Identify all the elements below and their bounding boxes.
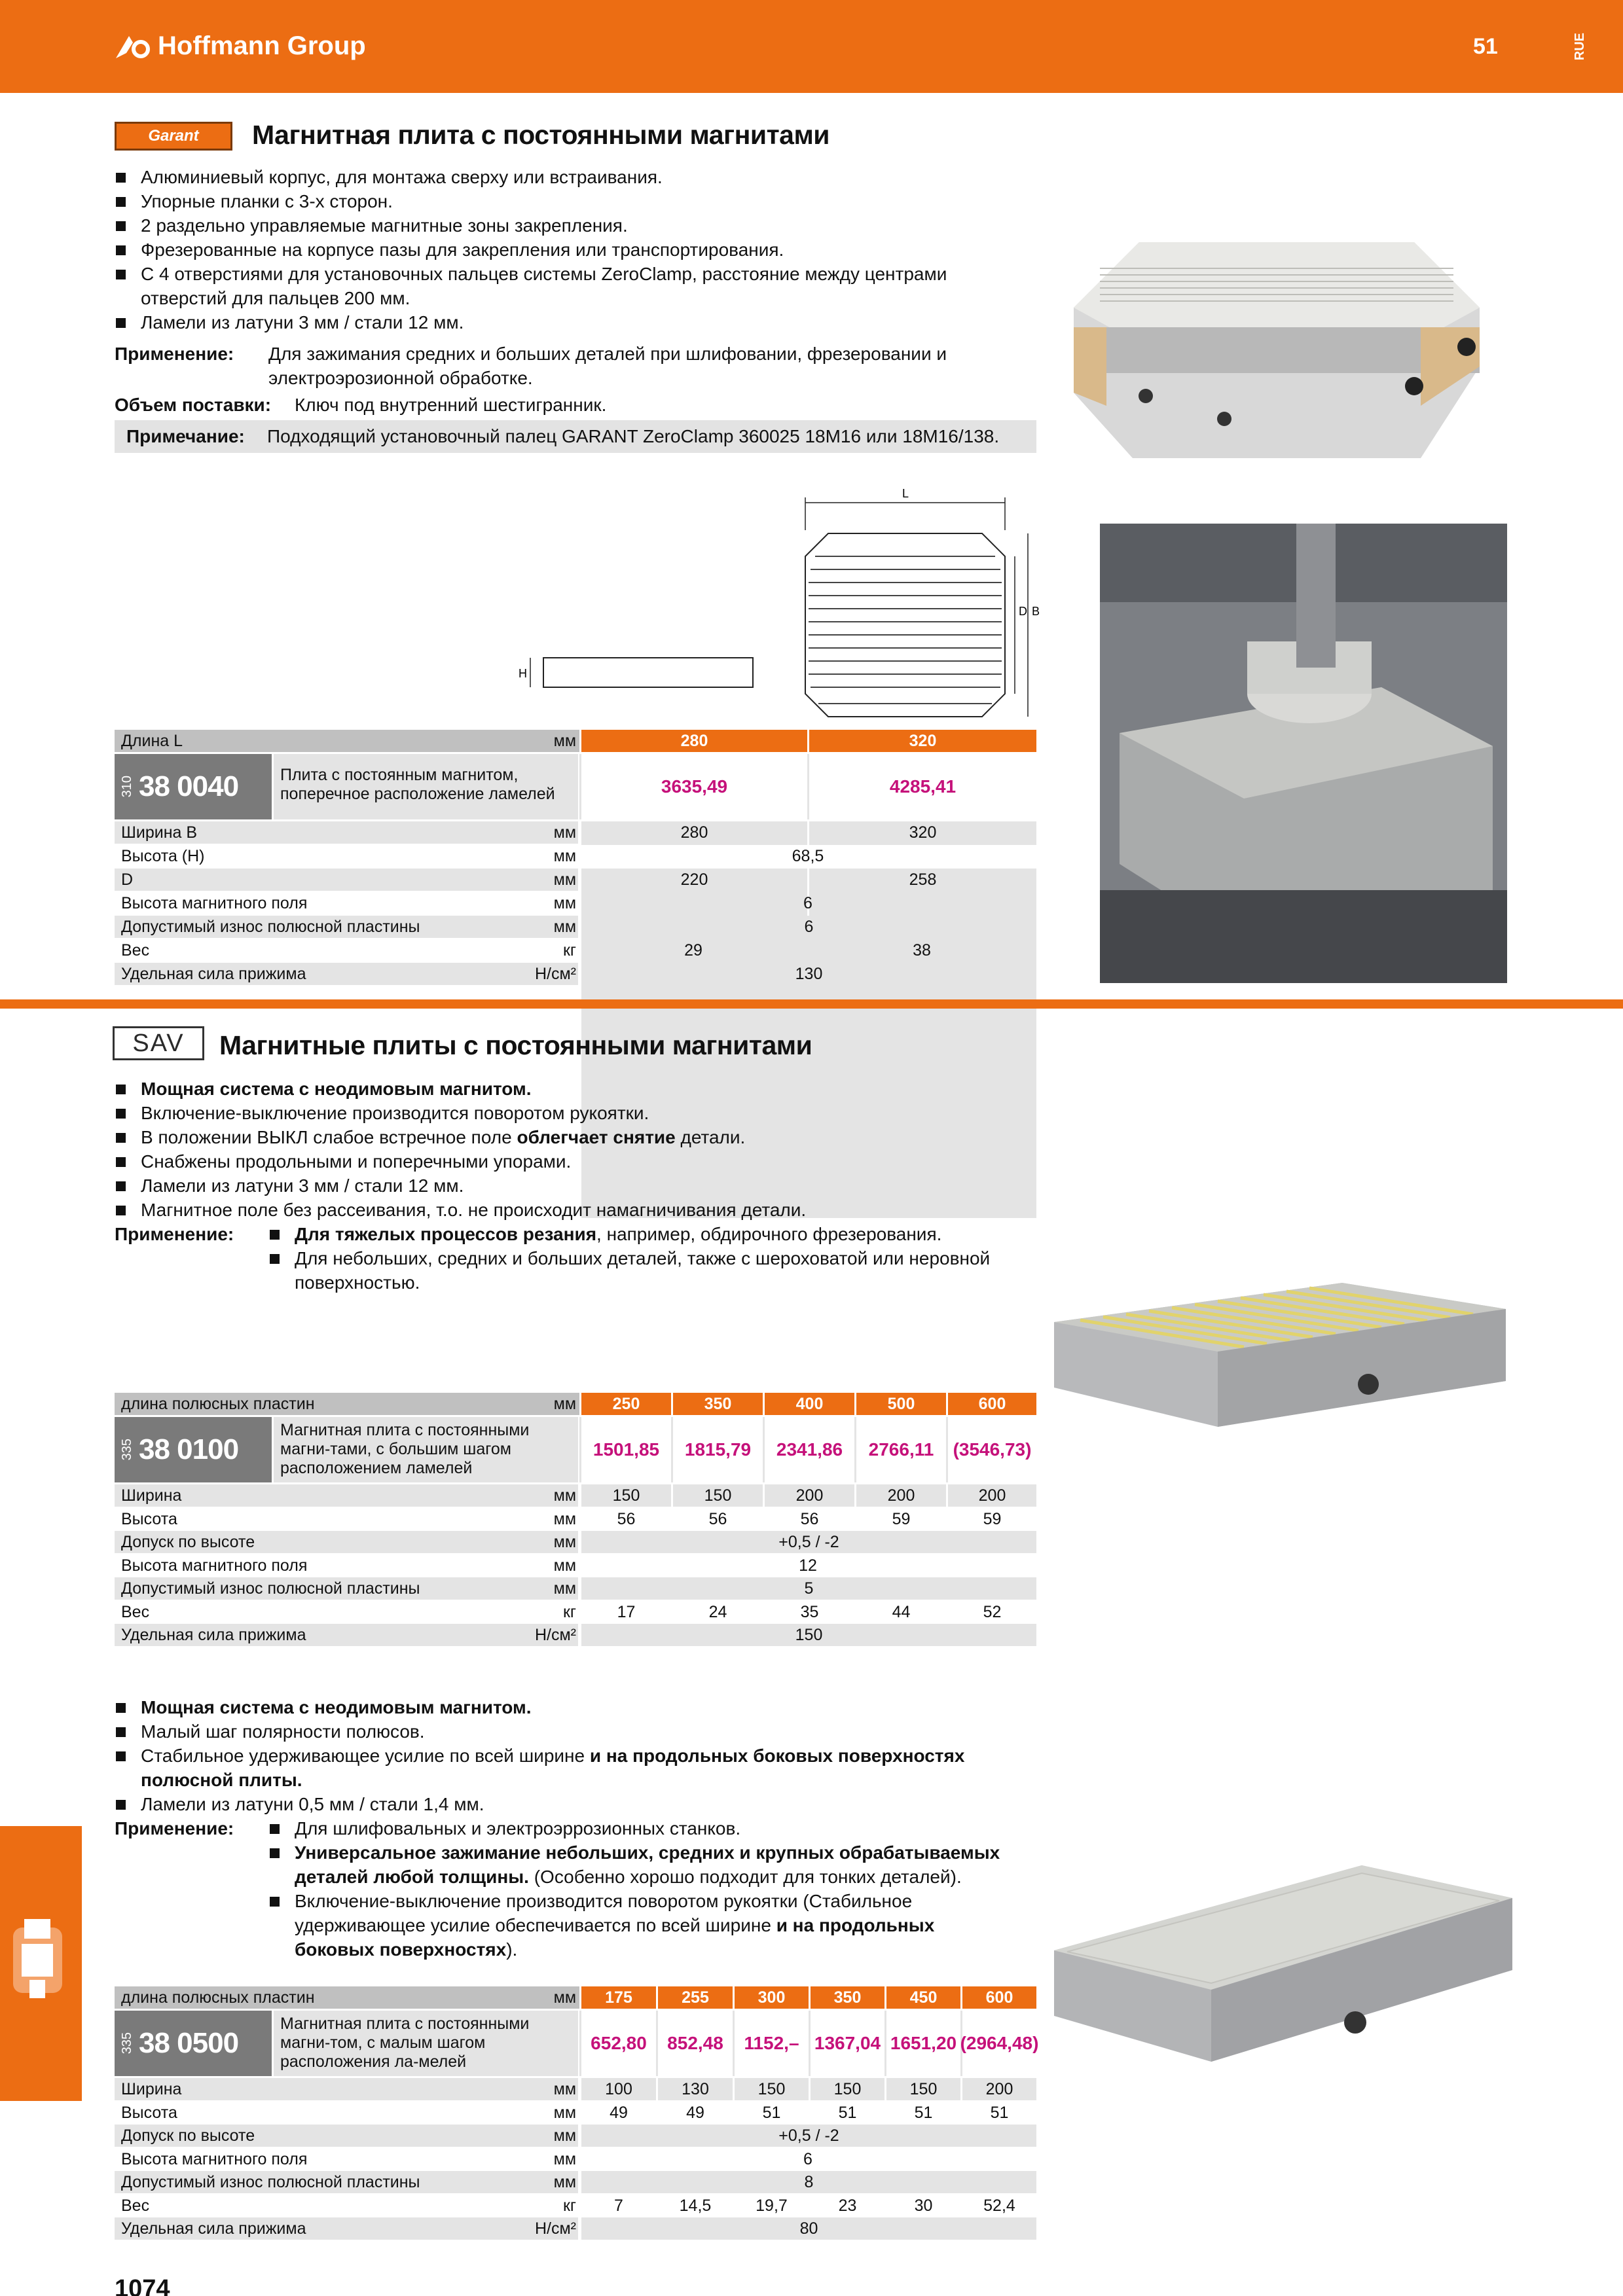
row-value: 19,7 xyxy=(733,2195,809,2217)
article-description: Плита с постоянным магнитом, поперечное расположение ламелей xyxy=(274,754,578,819)
row-label: Удельная сила прижима xyxy=(121,965,306,983)
article-box xyxy=(115,2011,272,2076)
row-label: Ширина xyxy=(121,2080,182,2098)
table-row xyxy=(115,1577,578,1600)
sav-plate-coarse-photo xyxy=(1054,1257,1506,1473)
row-value: 280 xyxy=(579,821,807,1077)
row-unit: мм xyxy=(553,918,576,936)
feature-bold: облегчает снятие xyxy=(517,1127,676,1147)
row-value-merged: 130 xyxy=(579,963,1036,1218)
column-header: 175 xyxy=(579,1986,656,2009)
row-value: 150 xyxy=(809,2078,884,2100)
price-cell: 2766,11 xyxy=(854,1417,946,1482)
row-label: Допустимый износ полюсной пластины xyxy=(121,2173,420,2191)
table-row xyxy=(115,2148,578,2170)
row-unit: мм xyxy=(553,1509,576,1528)
row-unit: мм xyxy=(553,2080,576,2098)
header-label: длина полюсных пластин xyxy=(121,1988,315,2007)
section2-features-b xyxy=(115,1695,1064,1816)
application-bold: Универсальное зажимание небольших, средних и крупных обрабатываемых xyxy=(295,1842,1000,1863)
row-value: 35 xyxy=(763,1601,854,1623)
table-row xyxy=(115,2217,578,2240)
hoffmann-logo-icon xyxy=(115,33,151,60)
table-header-row xyxy=(115,730,1036,752)
article-description: Магнитная плита с постоянными магни-том, с малым шагом расположения ла-мелей xyxy=(274,2011,578,2076)
price-cell: (2964,48) xyxy=(960,2011,1036,2076)
article-number: 38 0500 xyxy=(139,2027,239,2059)
row-value: 14,5 xyxy=(656,2195,733,2217)
application-row-b xyxy=(115,1816,1172,1962)
feature-item-cont xyxy=(115,1768,1064,1792)
row-label: Ширина B xyxy=(121,823,198,842)
row-value: 220 xyxy=(579,869,807,1124)
column-header: 400 xyxy=(763,1393,854,1415)
table-row xyxy=(115,1531,578,1553)
feature-item: Магнитное поле без рассеивания, т.о. не происходит намагничивания детали. xyxy=(115,1198,1064,1222)
section1-title: Магнитная плита с постоянными магнитами xyxy=(252,120,830,150)
row-label: Допуск по высоте xyxy=(121,1533,255,1551)
row-value-merged: 68,5 xyxy=(579,845,1036,1100)
section2-title: Магнитные плиты с постоянными магнитами xyxy=(219,1030,812,1060)
application-row xyxy=(115,342,947,390)
section-separator xyxy=(0,999,1623,1009)
row-value-merged: +0,5 / -2 xyxy=(579,2125,1036,2147)
sav-table-coarse xyxy=(115,1393,1036,1668)
feature-text: Стабильное удерживающее усилие по всей ширине xyxy=(141,1746,590,1766)
row-value: 29 xyxy=(684,941,702,960)
dim-H: H xyxy=(519,667,527,680)
application-item-cont: поверхностью. xyxy=(295,1272,420,1293)
row-unit: мм xyxy=(553,1579,576,1598)
application-label: Применение: xyxy=(115,1224,234,1244)
row-value-merged: 6 xyxy=(579,916,1036,1171)
feature-item xyxy=(115,1125,1064,1149)
row-value: 24 xyxy=(671,1601,763,1623)
note-box xyxy=(115,420,1036,453)
application-text: (Особенно хорошо подходит для тонких деталей). xyxy=(528,1867,962,1887)
application-item-cont xyxy=(268,1937,1172,1962)
table-row xyxy=(115,1624,578,1646)
row-value-merged: 12 xyxy=(799,1556,817,1575)
header-unit: мм xyxy=(553,1395,576,1413)
row-label: Удельная сила прижима xyxy=(121,1626,306,1644)
header-label: длина полюсных пластин xyxy=(121,1395,315,1413)
row-unit: мм xyxy=(553,847,576,865)
row-value: 59 xyxy=(854,1508,946,1530)
application-label: Применение: xyxy=(115,1818,234,1839)
sav-table-fine xyxy=(115,1986,1039,2261)
application-text: удерживающее усилие обеспечивается по всей ширине xyxy=(295,1915,776,1935)
row-value: 100 xyxy=(579,2078,656,2100)
row-label: Ширина xyxy=(121,1486,182,1505)
row-value-merged: +0,5 / -2 xyxy=(579,1531,1036,1553)
application-item: Включение-выключение производится поворотом рукоятки (Стабильное xyxy=(268,1889,1172,1913)
feature-item xyxy=(115,1744,1064,1768)
application-item xyxy=(268,1840,1172,1865)
row-value: 38 xyxy=(913,941,931,960)
row-value: 59 xyxy=(946,1508,1036,1530)
row-unit: Н/см² xyxy=(534,2219,576,2238)
garant-plate-photo xyxy=(1048,196,1506,471)
table-row xyxy=(115,869,578,891)
feature-item: С 4 отверстиями для установочных пальцев системы ZeroClamp, расстояние между центрами xyxy=(115,262,1064,286)
row-value-merged: 5 xyxy=(579,1577,1036,1600)
row-value: 200 xyxy=(854,1484,946,1507)
table-row xyxy=(115,2125,578,2147)
application-text: , например, обдирочного фрезерования. xyxy=(596,1224,942,1244)
catalog-page-ref: 310 xyxy=(120,776,134,798)
delivery-text: Ключ под внутренний шестигранник. xyxy=(295,395,607,415)
row-label: Высота магнитного поля xyxy=(121,2149,308,2168)
row-label: Удельная сила прижима xyxy=(121,2219,306,2238)
row-value-merged: 6 xyxy=(803,894,812,912)
note-label: Примечание: xyxy=(126,426,245,446)
article-box xyxy=(115,1417,272,1482)
table-row xyxy=(115,963,578,985)
row-value: 56 xyxy=(579,1508,671,1530)
row-value: 56 xyxy=(763,1508,854,1530)
feature-bold: и на продольных боковых поверхностях xyxy=(589,1746,965,1766)
row-unit: мм xyxy=(553,1556,576,1575)
row-unit: мм xyxy=(553,870,576,889)
brand-name: SAV xyxy=(132,1029,185,1057)
price-cell: 1367,04 xyxy=(809,2011,884,2076)
hoffmann-logo[interactable] xyxy=(115,31,366,61)
row-unit: мм xyxy=(553,1533,576,1551)
garant-table xyxy=(115,730,1036,985)
feature-item: Ламели из латуни 3 мм / стали 12 мм. xyxy=(115,310,1064,334)
header-label: Длина L xyxy=(121,732,183,750)
technical-drawing xyxy=(511,484,1048,720)
application-item: Для небольших, средних и больших деталей, также с шероховатой или неровной xyxy=(268,1246,990,1270)
row-label: Допуск по высоте xyxy=(121,2126,255,2145)
row-value-merged: 6 xyxy=(803,2149,812,2168)
price-cell: 852,48 xyxy=(656,2011,733,2076)
row-unit: мм xyxy=(553,2126,576,2145)
row-value: 51 xyxy=(733,2102,809,2124)
feature-item: Малый шаг полярности полюсов. xyxy=(115,1719,1064,1744)
dim-B: B xyxy=(1032,605,1040,618)
row-label: Высота xyxy=(121,1509,177,1528)
header-unit: мм xyxy=(553,1988,576,2007)
row-value: 52,4 xyxy=(960,2195,1036,2217)
catalog-page-ref: 335 xyxy=(120,1439,134,1461)
row-value: 200 xyxy=(763,1484,854,1507)
header-unit: мм xyxy=(553,732,576,750)
feature-bold: Мощная система с неодимовым магнитом. xyxy=(141,1697,532,1717)
row-value-merged: 80 xyxy=(579,2217,1036,2240)
garant-logo xyxy=(115,122,232,151)
table-row xyxy=(115,2195,578,2217)
row-value: 51 xyxy=(884,2102,960,2124)
row-label: Вес xyxy=(121,941,150,960)
price-cell: 652,80 xyxy=(579,2011,656,2076)
column-header: 350 xyxy=(671,1393,763,1415)
price-cell: 2341,86 xyxy=(763,1417,854,1482)
price-cell: 4285,41 xyxy=(807,754,1036,819)
side-tab[interactable] xyxy=(0,1826,82,2101)
table-row xyxy=(115,916,578,938)
dim-L: L xyxy=(902,487,909,500)
sav-plate-fine-photo xyxy=(1054,1846,1512,2081)
row-unit: Н/см² xyxy=(534,965,576,983)
price-cell: 1651,20 xyxy=(884,2011,960,2076)
feature-item: 2 раздельно управляемые магнитные зоны закрепления. xyxy=(115,213,1064,238)
table-row xyxy=(115,1601,578,1623)
note-text: Подходящий установочный палец GARANT ZeroClamp 360025 18M16 или 18M16/138. xyxy=(267,426,1000,446)
footer-page-number: 1074 xyxy=(115,2275,170,2296)
section2-features-a xyxy=(115,1077,1064,1222)
row-unit: мм xyxy=(553,823,576,842)
column-header: 300 xyxy=(733,1986,809,2009)
application-item-cont xyxy=(268,1865,1172,1889)
column-header: 600 xyxy=(960,1986,1036,2009)
application-item xyxy=(268,1222,990,1246)
table-row xyxy=(115,2078,578,2100)
price-cell: 3635,49 xyxy=(579,754,807,819)
application-bold: боковых поверхностях xyxy=(295,1939,507,1960)
company-name: Hoffmann Group xyxy=(158,31,366,60)
feature-item xyxy=(115,1077,1064,1101)
price-cell: 1815,79 xyxy=(671,1417,763,1482)
row-value-merged: 8 xyxy=(579,2171,1036,2193)
price-cell: 1152,– xyxy=(733,2011,809,2076)
row-value: 56 xyxy=(671,1508,763,1530)
table-row xyxy=(115,939,578,961)
row-value: 30 xyxy=(884,2195,960,2217)
application-text: электроэрозионной обработке. xyxy=(268,368,533,388)
row-value: 150 xyxy=(884,2078,960,2100)
delivery-row xyxy=(115,393,606,417)
application-item: Для шлифовальных и электроэррозионных станков. xyxy=(268,1816,1172,1840)
row-label: D xyxy=(121,870,134,889)
row-label: Допустимый износ полюсной пластины xyxy=(121,918,420,936)
table-header-row xyxy=(115,1393,1036,1415)
application-row xyxy=(115,1222,990,1295)
article-number: 38 0040 xyxy=(139,770,239,802)
row-label: Высота магнитного поля xyxy=(121,894,308,912)
row-label: Высота xyxy=(121,2103,177,2122)
row-unit: кг xyxy=(562,941,576,960)
price-cell: (3546,73) xyxy=(946,1417,1036,1482)
application-label: Применение: xyxy=(115,344,234,364)
delivery-label: Объем поставки: xyxy=(115,395,272,415)
row-unit: мм xyxy=(553,2103,576,2122)
column-header: 250 xyxy=(579,1393,671,1415)
row-label: Вес xyxy=(121,1602,150,1621)
application-bold: и на продольных xyxy=(776,1915,935,1935)
brand-name: Garant xyxy=(148,127,199,145)
table-header-row xyxy=(115,1986,1036,2009)
article-number: 38 0100 xyxy=(139,1433,239,1465)
table-row xyxy=(115,2102,578,2124)
feature-bold: Мощная система с неодимовым магнитом. xyxy=(141,1079,532,1099)
row-unit: мм xyxy=(553,2173,576,2191)
feature-item: Ламели из латуни 3 мм / стали 12 мм. xyxy=(115,1174,1064,1198)
application-item-cont xyxy=(268,1913,1172,1937)
application-text: ). xyxy=(506,1939,518,1960)
sav-logo xyxy=(113,1026,204,1060)
dim-D: D xyxy=(1019,605,1027,618)
row-value: 320 xyxy=(807,821,1036,1077)
table-row xyxy=(115,845,578,867)
row-value: 51 xyxy=(960,2102,1036,2124)
feature-text: В положении ВЫКЛ слабое встречное поле xyxy=(141,1127,517,1147)
table-row xyxy=(115,1484,578,1507)
feature-item-cont: отверстий для пальцев 200 мм. xyxy=(141,288,410,308)
language-code: RUE xyxy=(1573,33,1587,61)
price-cell: 1501,85 xyxy=(579,1417,671,1482)
row-value-merged: 150 xyxy=(579,1624,1036,1646)
row-unit: кг xyxy=(562,2196,576,2215)
row-value: 150 xyxy=(671,1484,763,1507)
article-description: Магнитная плита с постоянными магни-тами, с большим шагом расположением ламелей xyxy=(274,1417,578,1482)
page-number: 51 xyxy=(1473,34,1498,59)
row-value: 130 xyxy=(656,2078,733,2100)
feature-text: детали. xyxy=(675,1127,746,1147)
table-row xyxy=(115,1508,578,1530)
row-label: Высота магнитного поля xyxy=(121,1556,308,1575)
row-unit: мм xyxy=(553,894,576,912)
row-value: 150 xyxy=(733,2078,809,2100)
column-header: 320 xyxy=(807,730,1036,752)
feature-item: Фрезерованные на корпусе пазы для закрепления или транспортирования. xyxy=(115,238,1064,262)
feature-item xyxy=(115,1695,1064,1719)
column-header: 255 xyxy=(656,1986,733,2009)
row-unit: Н/см² xyxy=(534,1626,576,1644)
row-unit: кг xyxy=(562,1602,576,1621)
section1-features xyxy=(115,165,1064,334)
feature-item: Алюминиевый корпус, для монтажа сверху или встраивания. xyxy=(115,165,1064,189)
table-row xyxy=(115,1554,578,1577)
table-row xyxy=(115,2171,578,2193)
column-header: 280 xyxy=(579,730,807,752)
article-box xyxy=(115,754,272,819)
application-text: Для зажимания средних и больших деталей при шлифовании, фрезеровании и xyxy=(268,344,947,364)
row-unit: мм xyxy=(553,2149,576,2168)
row-value: 23 xyxy=(809,2195,884,2217)
row-value: 44 xyxy=(854,1601,946,1623)
row-label: Высота (H) xyxy=(121,847,205,865)
feature-item: Включение-выключение производится поворотом рукоятки. xyxy=(115,1101,1064,1125)
catalog-page-ref: 335 xyxy=(120,2032,134,2054)
column-header: 350 xyxy=(809,1986,884,2009)
column-header: 500 xyxy=(854,1393,946,1415)
row-value: 150 xyxy=(579,1484,671,1507)
row-value: 52 xyxy=(946,1601,1036,1623)
application-photo xyxy=(1100,524,1507,983)
row-value: 7 xyxy=(579,2195,656,2217)
row-label: Допустимый износ полюсной пластины xyxy=(121,1579,420,1598)
feature-item: Упорные планки с 3-х сторон. xyxy=(115,189,1064,213)
row-value: 49 xyxy=(656,2102,733,2124)
row-value: 258 xyxy=(807,869,1036,1124)
table-row xyxy=(115,892,578,914)
table-row xyxy=(115,821,578,844)
feature-item: Ламели из латуни 0,5 мм / стали 1,4 мм. xyxy=(115,1792,1064,1816)
row-label: Вес xyxy=(121,2196,150,2215)
application-bold: деталей любой толщины. xyxy=(295,1867,529,1887)
application-bold: Для тяжелых процессов резания xyxy=(295,1224,597,1244)
column-header: 450 xyxy=(884,1986,960,2009)
row-unit: мм xyxy=(553,1486,576,1505)
row-value: 200 xyxy=(960,2078,1036,2100)
row-value: 51 xyxy=(809,2102,884,2124)
column-header: 600 xyxy=(946,1393,1036,1415)
row-value: 17 xyxy=(579,1601,671,1623)
feature-bold: полюсной плиты. xyxy=(141,1770,302,1790)
feature-item: Снабжены продольными и поперечными упорами. xyxy=(115,1149,1064,1174)
clamping-icon xyxy=(10,1918,65,2003)
row-value: 200 xyxy=(946,1484,1036,1507)
row-value: 49 xyxy=(579,2102,656,2124)
